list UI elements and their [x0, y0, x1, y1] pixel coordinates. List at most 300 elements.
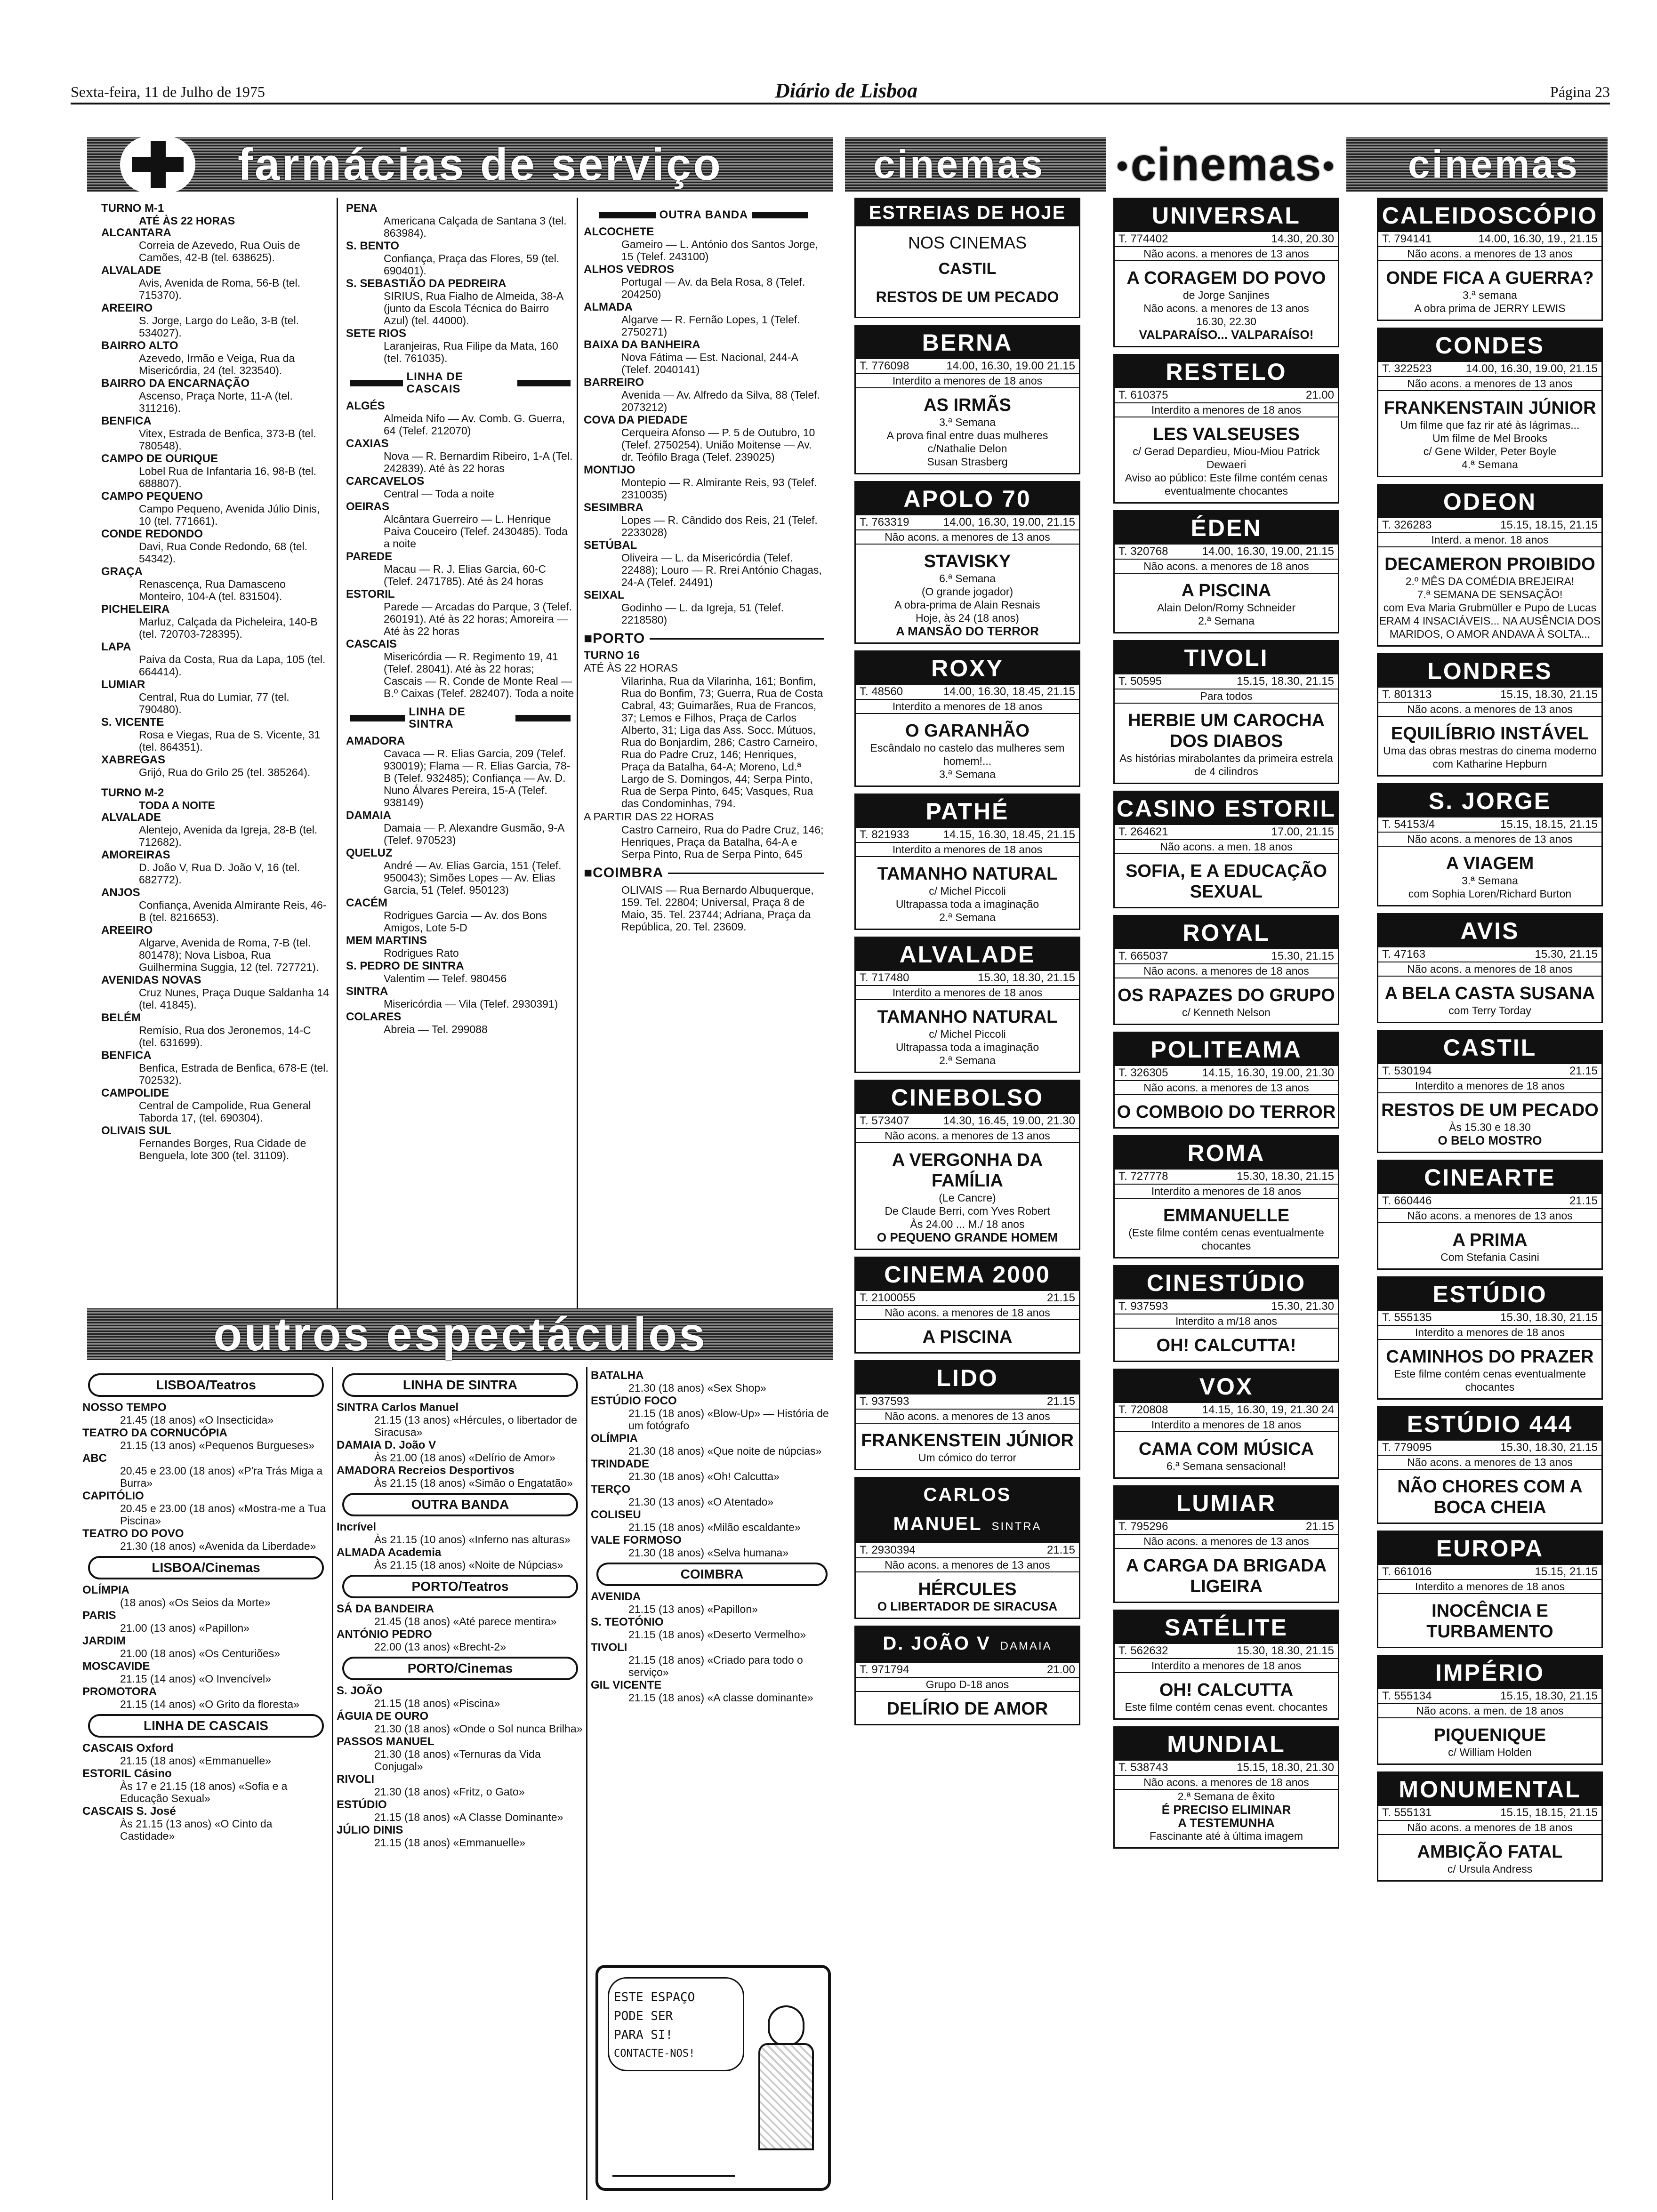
cinema-rating: Não acons. a menores de 18 anos — [856, 1306, 1079, 1320]
cinema-box — [854, 793, 1080, 930]
cinema-box — [1377, 1531, 1603, 1648]
movie-title: A CARGA DA BRIGADA LIGEIRA — [1126, 1556, 1327, 1596]
listing-text: Às 21.15 (10 anos) «Inferno nas alturas» — [374, 1533, 571, 1546]
movie-detail: Este filme contém cenas event. chocantes — [1125, 1701, 1328, 1713]
listing-text: Macau — R. J. Elias Garcia, 60-C (Telef. 2471785). Até às 24 horas — [384, 563, 547, 587]
listing-heading: AREEIRO — [101, 924, 153, 937]
cinema-info — [1115, 825, 1338, 840]
ad-line-1: ESTE ESPAÇO — [614, 1990, 695, 2004]
section-heading-label: PORTO — [593, 631, 645, 646]
cinema-rating: Não acons. a menores de 18 anos — [1115, 560, 1338, 574]
listing-heading: PASSOS MANUEL — [337, 1735, 434, 1748]
cinema-times: 14.00, 16.30, 19.00, 21.15 — [1465, 362, 1598, 375]
listing-heading: SEIXAL — [584, 589, 625, 601]
cinema-box — [854, 481, 1080, 644]
bullet-icon: ■ — [584, 631, 593, 646]
cinema-times: 14.15, 16.30, 18.45, 21.15 — [943, 828, 1075, 841]
cinema-times: 14.00, 16.30, 18.45, 21.15 — [943, 685, 1075, 698]
listing-heading: XABREGAS — [101, 753, 166, 766]
cinema-phone: T. 555131 — [1382, 1806, 1432, 1819]
cinema-box — [854, 1360, 1080, 1470]
cinema-box — [1377, 1030, 1603, 1153]
cinema-box — [1113, 1610, 1339, 1720]
cinema-phone: T. 971794 — [860, 1663, 909, 1676]
cinema-name — [1378, 1031, 1601, 1064]
listing-text: Central de Campolide, Rua General Taborda 17, (tel. 690304). — [139, 1099, 311, 1124]
listing-heading: SÁ DA BANDEIRA — [337, 1603, 434, 1615]
cinema-name — [856, 938, 1079, 971]
cinema-info — [1115, 232, 1338, 247]
bullet-icon: ■ — [584, 865, 593, 881]
listing-heading: CASCAIS S. José — [82, 1805, 176, 1818]
cinema-info — [1378, 518, 1601, 533]
listing-text: Alentejo, Avenida da Igreja, 28-B (tel. 712682). — [139, 824, 318, 848]
listing-heading: CAPITÓLIO — [82, 1490, 144, 1502]
listing-heading: S. PEDRO DE SINTRA — [346, 960, 464, 972]
box-padding — [1378, 471, 1601, 476]
listing-text: Almeida Nifo — Av. Comb. G. Guerra, 64 (Telef. 212070) — [384, 412, 565, 437]
listing-text: Godinho — L. da Igreja, 51 (Telef. 2218580) — [621, 601, 784, 626]
outros-banner — [87, 1308, 833, 1360]
listing-text: Oliveira — L. da Misericórdia (Telef. 22488); Louro — R. Rrei António Chagas, 24-A (Telef. 24491) — [621, 552, 822, 588]
cinema-info — [1115, 388, 1338, 403]
cinema-box — [1377, 653, 1603, 777]
ad-line-2: PODE SER — [614, 2009, 673, 2023]
cinema-name — [856, 482, 1079, 515]
cinema-box — [1377, 1771, 1603, 1882]
cinema-name-text: ODEON — [1443, 489, 1537, 515]
listing-heading: ALHOS VEDROS — [584, 263, 675, 276]
cinema-name-text: CINEMA 2000 — [884, 1261, 1051, 1288]
listing-text: Parede — Arcadas do Parque, 3 (Telef. 260191). Até às 22 horas; Amoreira — Até às 22 horas — [384, 601, 572, 637]
listing-text: Misericórdia — Vila (Telef. 2930391) — [384, 998, 558, 1010]
listing-heading: S. JOÃO — [337, 1684, 383, 1697]
listing-text: 21.15 (18 anos) «Deserto Vermelho» — [628, 1628, 806, 1641]
movie-title: DECAMERON PROIBIDO — [1384, 554, 1595, 574]
cinema-phone: T. 610375 — [1118, 389, 1168, 401]
listing-text: Abreia — Tel. 299088 — [384, 1023, 488, 1035]
movie-detail: O PEQUENO GRANDE HOMEM — [877, 1230, 1058, 1244]
cinema-name-text: ROMA — [1187, 1140, 1265, 1166]
cinema-rating: Grupo D-18 anos — [856, 1678, 1079, 1692]
listing-text: 21.15 (13 anos) «Hércules, o libertador de Siracusa» — [374, 1414, 577, 1438]
cinema-rating: Interdito a menores de 18 anos — [1115, 1418, 1338, 1432]
cinema-rating: Não acons. a menores de 13 anos — [1115, 1535, 1338, 1549]
cinema-name-text: VOX — [1199, 1373, 1254, 1400]
listing-heading: CARCAVELOS — [346, 475, 425, 488]
movie-title: CAMA COM MÚSICA — [1138, 1439, 1314, 1459]
listing-heading: OEIRAS — [346, 500, 390, 513]
movie-detail: ERAM 4 INSACIÁVEIS... NA AUSÊNCIA DOS MARIDOS, O AMOR ANDAVA À SOLTA... — [1379, 615, 1601, 640]
cinema-name-text: LUMIAR — [1176, 1490, 1277, 1516]
cinema-name — [1115, 916, 1338, 949]
cinema-phone: T. 54153/4 — [1382, 818, 1435, 831]
cinema-name-text: ESTÚDIO 444 — [1407, 1411, 1573, 1437]
box-padding — [1115, 627, 1338, 632]
listing-note: ATÉ ÀS 22 HORAS — [139, 215, 235, 227]
movie-detail: 2.ª Semana — [1198, 615, 1255, 627]
movie-detail: com Eva Maria Grubmüller e Pupo de Lucas — [1383, 601, 1597, 614]
listing-text: Campo Pequeno, Avenida Júlio Dinis, 10 (tel. 771661). — [139, 503, 320, 527]
cinema-name — [1115, 1728, 1338, 1761]
cinema-name-text: CALEIDOSCÓPIO — [1382, 202, 1598, 229]
cinema-times: 15.30, 21.15 — [1271, 950, 1334, 962]
cinema-times: 21.15 — [1046, 1291, 1075, 1304]
cinema-name-text: ALVALADE — [899, 941, 1036, 968]
cinema-name — [1378, 785, 1601, 817]
box-padding — [1378, 641, 1601, 645]
movie-detail: c/Nathalie Delon — [927, 442, 1007, 455]
page-number: Página 23 — [1550, 83, 1610, 100]
listing-text: 21.15 (13 anos) «Papillon» — [628, 1603, 758, 1615]
section-bar-label: OUTRA BANDA — [659, 208, 748, 221]
movie-detail: Uma das obras mestras do cinema moderno — [1383, 745, 1597, 757]
farmacias-column-1 — [101, 202, 332, 1308]
cinema-info — [1115, 545, 1338, 560]
box-padding — [1378, 1642, 1601, 1647]
listing-text: Cruz Nunes, Praça Duque Saldanha 14 (tel. 41845). — [139, 986, 330, 1011]
cinema-name-text: POLITEAMA — [1150, 1036, 1302, 1063]
cinema-times: 14.00, 16.30, 19.00, 21.15 — [1202, 545, 1334, 558]
cinema-box — [1113, 1032, 1339, 1129]
column-divider — [586, 1367, 587, 2200]
movie-title: TAMANHO NATURAL — [877, 864, 1058, 884]
column-divider — [337, 198, 338, 1308]
listing-text: Damaia — P. Alexandre Gusmão, 9-A (Telef. 970523) — [384, 822, 564, 846]
cinema-box — [1377, 913, 1603, 1023]
listing-text: 21.30 (18 anos) «Onde o Sol nunca Brilha» — [374, 1723, 583, 1735]
movie-detail: Fascinante até à última imagem — [1150, 1830, 1303, 1842]
movie-title: RESTOS DE UM PECADO — [1381, 1100, 1599, 1120]
cinema-times: 15.30, 21.15 — [1535, 948, 1598, 961]
cinema-name — [1378, 914, 1601, 947]
cinema-name-text: CASINO ESTORIL — [1116, 795, 1336, 822]
listing-heading: SESIMBRA — [584, 501, 643, 514]
listing-heading: COVA DA PIEDADE — [584, 414, 688, 426]
listing-text: D. João V, Rua D. João V, 16 (tel. 682772). — [139, 861, 300, 886]
listing-text: 21.30 (18 anos) «Oh! Calcutta» — [628, 1470, 780, 1483]
movie-title: OH! CALCUTTA — [1159, 1680, 1294, 1700]
box-padding — [1115, 902, 1338, 907]
cinema-rating: Interdito a menores de 18 anos — [1378, 1326, 1601, 1340]
cinema-name — [1378, 1656, 1601, 1689]
movie-title: PIQUENIQUE — [1433, 1725, 1546, 1745]
farmacias-banner — [87, 137, 833, 192]
listing-heading: ESTÚDIO FOCO — [591, 1395, 677, 1407]
bar-decoration — [752, 212, 808, 218]
cinema-name — [1115, 1033, 1338, 1066]
box-padding — [1378, 1394, 1601, 1398]
box-padding — [1115, 1473, 1338, 1477]
movie-detail: Com Stefania Casini — [1440, 1251, 1539, 1263]
listing-heading: CACÉM — [346, 897, 387, 909]
listing-heading: PROMOTORA — [82, 1685, 157, 1698]
cinema-times: 17.00, 21.15 — [1271, 825, 1334, 838]
movie-detail: Um filme que faz rir até às lágrimas... — [1400, 419, 1580, 431]
cinema-info — [1115, 1644, 1338, 1659]
cinema-rating: Interdito a menores de 18 anos — [1115, 403, 1338, 417]
listing-heading: CAMPO PEQUENO — [101, 490, 203, 503]
cinema-info — [856, 971, 1079, 986]
listing-text: Correia de Azevedo, Rua Ouis de Camões, 42-B (tel. 638625). — [139, 239, 300, 264]
movie-detail: A obra-prima de Alain Resnais — [894, 599, 1040, 611]
listing-text: 22.00 (13 anos) «Brecht-2» — [374, 1641, 507, 1653]
cinema-info — [856, 515, 1079, 530]
cinema-rating: Não acons. a menores de 13 anos — [1378, 1209, 1601, 1223]
estreias-title: ESTREIAS DE HOJE — [856, 199, 1079, 226]
cinema-info — [1115, 674, 1338, 689]
movie-detail: c/ William Holden — [1448, 1746, 1532, 1758]
cinema-info — [1115, 1761, 1338, 1776]
cinema-info — [1378, 1064, 1601, 1079]
cinema-box — [854, 1626, 1080, 1725]
listing-text: 21.30 (18 anos) «Selva humana» — [628, 1547, 789, 1559]
listing-heading: GIL VICENTE — [591, 1679, 662, 1691]
listing-heading: LUMIAR — [101, 678, 145, 691]
box-padding — [856, 1719, 1079, 1724]
cinema-name — [1378, 1161, 1601, 1194]
cinema-info — [856, 1395, 1079, 1410]
cinemas-banner-right: cinemas — [1408, 142, 1579, 186]
listing-text: Castro Carneiro, Rua do Padre Cruz, 146; Henriques, Praça da Batalha, 64-A e Serpa Pinto, Rua de Serpa Pinto, 645 — [621, 824, 824, 860]
movie-detail: c/ Michel Piccoli — [929, 885, 1006, 897]
cinema-box — [1113, 1265, 1339, 1362]
section-pill: OUTRA BANDA — [342, 1493, 578, 1516]
farmacias-column-2 — [346, 202, 574, 1308]
listing-heading: BAIXA DA BANHEIRA — [584, 338, 700, 351]
page-header — [71, 79, 1610, 104]
listing-text: Renascença, Rua Damasceno Monteiro, 104-A (tel. 831504). — [139, 578, 286, 602]
cinema-times: 15.15, 21.15 — [1535, 1565, 1598, 1578]
cinema-name-text: LIDO — [936, 1365, 998, 1391]
listing-text: Às 21.15 (18 anos) «Noite de Núpcias» — [374, 1559, 563, 1571]
movie-detail: 2.º MÊS DA COMÉDIA BREJEIRA! — [1405, 575, 1575, 587]
listing-heading: MEM MARTINS — [346, 934, 427, 947]
listing-heading: ALCANTARA — [101, 226, 171, 239]
cinema-info — [1378, 817, 1601, 833]
cinema-times: 15.15, 18.30, 21.15 — [1237, 675, 1334, 688]
cinema-phone: T. 320768 — [1118, 545, 1168, 558]
cinema-name-text: TIVOLI — [1184, 645, 1269, 671]
listing-text: Marluz, Calçada da Picheleira, 140-B (tel. 720703-728395). — [139, 616, 318, 640]
movie-detail: Este filme contém cenas eventualmente chocantes — [1394, 1368, 1586, 1393]
movie-title: AMBIÇÃO FATAL — [1417, 1842, 1563, 1862]
cinema-phone: T. 720808 — [1118, 1403, 1168, 1416]
cinema-rating: Não acons. a menores de 13 anos — [856, 1410, 1079, 1424]
cinema-name-text: ESTÚDIO — [1432, 1281, 1547, 1307]
movie-detail: VALPARAÍSO... VALPARAÍSO! — [1139, 328, 1314, 342]
cinema-phone: T. 779095 — [1382, 1441, 1432, 1454]
farmacias-column-3 — [584, 202, 824, 1308]
cinemas-column-1 — [854, 198, 1080, 2193]
cinema-name — [1115, 355, 1338, 388]
listing-text: 21.00 (13 anos) «Papillon» — [120, 1622, 249, 1634]
cinemas-banner-left: cinemas — [873, 142, 1045, 186]
listing-heading: CASCAIS — [346, 638, 397, 650]
cinema-name — [1115, 1137, 1338, 1170]
box-padding — [856, 1464, 1079, 1469]
cinema-box — [1377, 1406, 1603, 1524]
section-pill: LINHA DE CASCAIS — [88, 1714, 324, 1738]
cinema-phone: T. 47163 — [1382, 948, 1426, 961]
cinema-box — [1113, 1369, 1339, 1479]
listing-heading: JÚLIO DINIS — [337, 1824, 403, 1836]
section-bar — [584, 209, 824, 221]
cinema-box — [1113, 791, 1339, 908]
movie-title: STAVISKY — [924, 552, 1011, 571]
cinema-box — [1377, 328, 1603, 477]
listing-text: 21.30 (18 anos) «Ternuras da Vida Conjugal» — [374, 1748, 541, 1772]
cinema-name-text: CINESTÚDIO — [1146, 1270, 1306, 1296]
cinemas-column-2 — [1113, 198, 1339, 2193]
listing-text: Fernandes Borges, Rua Cidade de Benguela, lote 300 (tel. 31109). — [139, 1137, 306, 1162]
movie-detail: 2.ª Semana — [939, 1054, 996, 1066]
outros-column-1 — [82, 1370, 330, 2198]
listing-heading: TERÇO — [591, 1483, 630, 1496]
cinema-rating: Não acons. a menores de 13 anos — [1378, 247, 1601, 261]
movie-detail: 16.30, 22.30 — [1196, 315, 1256, 328]
movie-detail: 3.ª Semana — [939, 416, 996, 428]
movie-detail: A obra prima de JERRY LEWIS — [1414, 302, 1566, 314]
movie-title: A CORAGEM DO POVO — [1126, 268, 1326, 288]
listing-text: Central — Toda a noite — [384, 488, 494, 500]
estreias-film: RESTOS DE UM PECADO — [876, 289, 1059, 305]
movie-title: OH! CALCUTTA! — [1156, 1336, 1296, 1355]
listing-text: 21.30 (18 anos) «Sex Shop» — [628, 1382, 766, 1394]
listing-heading: OLIVAIS SUL — [101, 1124, 171, 1137]
listing-text: 21.15 (13 anos) «Pequenos Burgueses» — [120, 1439, 315, 1451]
section-bar — [346, 371, 574, 395]
cinema-phone: T. 264621 — [1118, 825, 1168, 838]
cinema-info — [1115, 949, 1338, 964]
box-padding — [856, 924, 1079, 929]
movie-detail: (Este filme contém cenas eventualmente chocantes — [1128, 1226, 1324, 1252]
listing-heading: CONDE REDONDO — [101, 528, 203, 540]
movie-detail: 4.ª Semana — [1462, 458, 1518, 471]
listing-text: Central, Rua do Lumiar, 77 (tel. 790480). — [139, 691, 290, 715]
cinema-phone: T. 937593 — [1118, 1300, 1168, 1313]
cinema-phone: T. 2930394 — [860, 1544, 916, 1556]
cinema-phone: T. 801313 — [1382, 688, 1432, 701]
cinema-phone: T. 795296 — [1118, 1520, 1168, 1533]
column-divider — [332, 1367, 333, 2200]
cinema-name-text: CONDES — [1435, 332, 1544, 359]
section-pill: COIMBRA — [596, 1563, 828, 1586]
cinema-name-text: ÉDEN — [1190, 515, 1262, 541]
listing-heading: CAXIAS — [346, 437, 389, 450]
listing-text: Nova Fátima — Est. Nacional, 244-A (Telef. 2040141) — [621, 351, 798, 376]
box-padding — [856, 1613, 1079, 1618]
listing-text: Alcântara Guerreiro — L. Henrique Paiva Couceiro (Telef. 2430485). Toda a noite — [384, 513, 568, 550]
cinema-name — [856, 795, 1079, 828]
box-padding — [1115, 1252, 1338, 1257]
listing-subheading: A PARTIR DAS 22 HORAS — [584, 810, 714, 823]
cinema-rating: Não acons. a menores de 13 anos — [856, 530, 1079, 545]
listing-text: 21.30 (18 anos) «Fritz, o Gato» — [374, 1786, 525, 1798]
cinema-rating: Não acons. a menores de 13 anos — [1378, 377, 1601, 391]
cinema-box — [854, 650, 1080, 787]
box-padding — [856, 1244, 1079, 1249]
cinema-info — [1378, 1565, 1601, 1580]
speech-bubble — [608, 1977, 744, 2071]
cinema-phone: T. 660446 — [1382, 1194, 1432, 1207]
masthead-title: Diário de Lisboa — [767, 79, 925, 103]
cinema-box — [1113, 915, 1339, 1025]
listing-heading: BARREIRO — [584, 376, 644, 389]
cinema-times: 21.00 — [1305, 389, 1334, 401]
section-bar-label: LINHA DE SINTRA — [409, 705, 466, 730]
listing-heading: TURNO M-2 — [101, 786, 164, 799]
cinema-name-text: D. JOÃO V — [883, 1633, 991, 1654]
spacer — [101, 779, 332, 787]
movie-title: SOFIA, E A EDUCAÇÃO SEXUAL — [1126, 861, 1327, 902]
box-padding — [1115, 1356, 1338, 1361]
cinema-times: 14.30, 16.45, 19.00, 21.30 — [943, 1114, 1075, 1127]
movie-title: A PRIMA — [1452, 1230, 1528, 1250]
ad-line-4: CONTACTE-NOS! — [614, 2048, 695, 2060]
cinema-name — [856, 652, 1079, 685]
movie-title: O GARANHÃO — [905, 721, 1030, 741]
cinema-name — [1115, 1370, 1338, 1403]
movie-detail: com Terry Torday — [1448, 1004, 1531, 1017]
listing-heading: GRAÇA — [101, 565, 143, 578]
cinema-phone: T. 326305 — [1118, 1066, 1168, 1079]
listing-heading: AVENIDA — [591, 1590, 641, 1603]
movie-title: O COMBOIO DO TERROR — [1117, 1102, 1336, 1122]
cinema-rating: Interdito a menores de 18 anos — [1378, 1079, 1601, 1093]
cinema-info — [856, 1663, 1079, 1678]
cinemas-column-3 — [1377, 198, 1603, 2193]
heading-rule — [650, 638, 824, 640]
listing-heading: MOSCAVIDE — [82, 1660, 150, 1673]
cinema-phone: T. 2100055 — [860, 1291, 916, 1304]
box-padding — [1115, 1019, 1338, 1024]
movie-detail: Ultrapassa toda a imaginação — [895, 1041, 1039, 1053]
cinema-rating: Não acons. a menores de 13 anos — [856, 1558, 1079, 1572]
listing-text: Rodrigues Rato — [384, 947, 459, 959]
outros-column-2 — [337, 1370, 584, 2198]
cinema-rating: Não acons. a menores de 18 anos — [1378, 962, 1601, 977]
listing-text: Benfica, Estrada de Benfica, 678-E (tel. 702532). — [139, 1062, 329, 1086]
listing-heading: TURNO M-1 — [101, 202, 164, 215]
listing-text: 21.45 (18 anos) «O Insecticida» — [120, 1414, 274, 1426]
listing-text: Confiança, Praça das Flores, 59 (tel. 690401). — [384, 252, 560, 277]
movie-detail: 3.ª semana — [1463, 289, 1517, 301]
movie-title: EMMANUELLE — [1163, 1206, 1290, 1226]
cinema-name-text: CINEARTE — [1424, 1164, 1556, 1191]
listing-heading: ABC — [82, 1452, 107, 1465]
listing-heading: ANTÓNIO PEDRO — [337, 1628, 432, 1641]
cinema-box — [1113, 510, 1339, 633]
listing-heading: ALMADA — [584, 301, 633, 313]
listing-text: Remísio, Rua dos Jeronemos, 14-C (tel. 631699). — [139, 1024, 311, 1049]
listing-heading: SINTRA Carlos Manuel — [337, 1401, 459, 1414]
cinema-box — [1377, 1655, 1603, 1765]
cinema-name — [1115, 199, 1338, 232]
cinema-rating: Não acons. a menores de 13 anos — [1115, 247, 1338, 261]
listing-heading: DAMAIA D. João V — [337, 1439, 436, 1451]
cinema-rating: Para todos — [1115, 689, 1338, 704]
cinema-box — [1377, 1160, 1603, 1270]
listing-text: Cerqueira Afonso — P. 5 de Outubro, 10 (Telef. 2750254). União Moitense — Av. dr. Teófilo Braga (Telef. 239025) — [621, 426, 815, 463]
listing-text: Lopes — R. Cândido dos Reis, 21 (Telef. 2233028) — [621, 514, 818, 538]
listing-heading: AVENIDAS NOVAS — [101, 974, 201, 986]
movie-title: ONDE FICA A GUERRA? — [1386, 268, 1594, 288]
cinema-name — [1378, 655, 1601, 688]
cinema-times: 15.30, 18.30, 21.15 — [1237, 1644, 1334, 1657]
listing-heading: BELÉM — [101, 1011, 141, 1024]
cinema-box — [1377, 198, 1603, 321]
